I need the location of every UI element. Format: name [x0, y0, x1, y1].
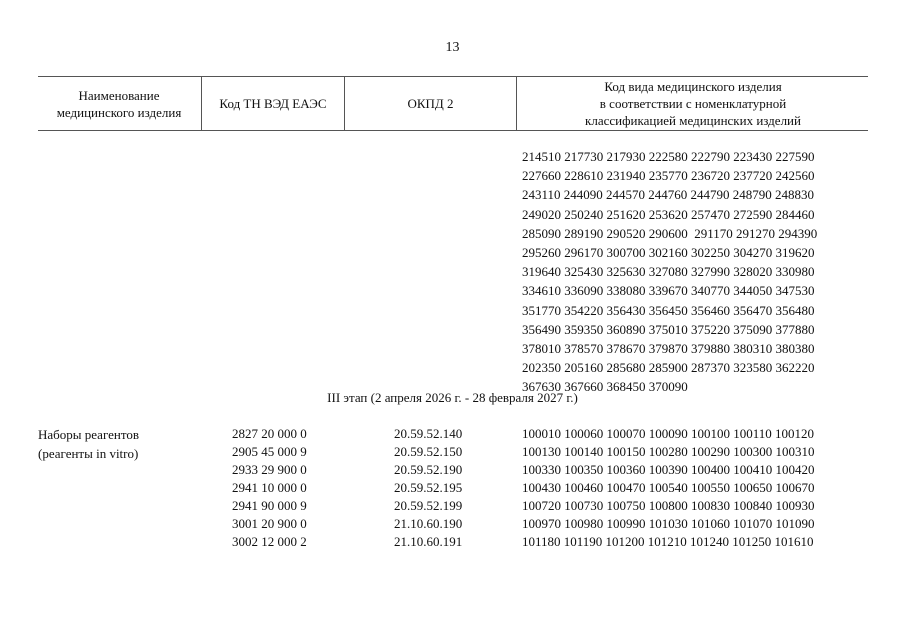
- code-line: 243110 244090 244570 244760 244790 248790 248830: [522, 187, 815, 203]
- header-device-kind-line: Код вида медицинского изделия: [604, 79, 782, 94]
- tnved-code: 2941 90 000 9: [232, 498, 307, 513]
- kind-code-line: 100330 100350 100360 100390 100400 100410 100420: [522, 462, 815, 477]
- okpd-code: 20.59.52.190: [394, 462, 463, 477]
- code-line: 227660 228610 231940 235770 236720 237720 242560: [522, 168, 815, 184]
- code-line: 351770 354220 356430 356450 356460 356470 356480: [522, 302, 815, 318]
- tnved-code: 2905 45 000 9: [232, 444, 307, 459]
- header-device-name-line: Наименование: [78, 87, 160, 103]
- tnved-code: 2827 20 000 0: [232, 426, 307, 441]
- header-device-kind-code: [516, 77, 869, 130]
- code-line: 202350 205160 285680 285900 287370 323580 362220: [522, 360, 815, 376]
- kind-code-line: 100970 100980 100990 101030 101060 101070 101090: [522, 516, 815, 531]
- page-number: 13: [445, 40, 460, 55]
- okpd-code: 21.10.60.191: [394, 534, 463, 549]
- code-line: 367630 367660 368450 370090: [522, 379, 688, 395]
- header-device-name: [38, 77, 200, 130]
- kind-code-line: 100010 100060 100070 100090 100100 100110 100120: [522, 426, 815, 441]
- reagents-device-name: [38, 425, 208, 463]
- code-line: 319640 325430 325630 327080 327990 328020 330980: [522, 264, 815, 280]
- okpd-code: 20.59.52.150: [394, 444, 463, 459]
- code-line: 378010 378570 378670 379870 379880 380310 380380: [522, 341, 815, 357]
- header-device-name-line: медицинского изделия: [56, 104, 182, 120]
- tnved-code: 3002 12 000 2: [232, 534, 307, 549]
- kind-code-line: 100430 100460 100470 100540 100550 100650 100670: [522, 480, 815, 495]
- code-line: 249020 250240 251620 253620 257470 272590 284460: [522, 206, 815, 222]
- okpd-code: 20.59.52.199: [394, 498, 463, 513]
- header-device-kind-line: классификацией медицинских изделий: [585, 113, 801, 128]
- continued-kind-codes: [522, 147, 872, 397]
- reagents-tnved-codes: [232, 425, 362, 551]
- okpd-code: 20.59.52.140: [394, 426, 463, 441]
- kind-code-line: 100130 100140 100150 100280 100290 100300 100310: [522, 444, 815, 459]
- kind-code-line: 100720 100730 100750 100800 100830 100840 100930: [522, 498, 815, 513]
- code-line: 214510 217730 217930 222580 222790 223430 227590: [522, 149, 815, 164]
- code-line: 295260 296170 300700 302160 302250 304270 319620: [522, 245, 815, 261]
- kind-code-line: 101180 101190 101200 101210 101240 101250 101610: [522, 534, 814, 549]
- tnved-code: 3001 20 900 0: [232, 516, 307, 531]
- tnved-code: 2933 29 900 0: [232, 462, 307, 477]
- stage-title: III этап (2 апреля 2026 г. - 28 февраля 2027 г.): [327, 390, 578, 405]
- table-header: [38, 76, 868, 131]
- header-okpd2: ОКПД 2: [344, 77, 516, 130]
- code-line: 285090 289190 290520 290600 291170 291270 294390: [522, 225, 818, 241]
- code-line: 334610 336090 338080 339670 340770 344050 347530: [522, 283, 815, 299]
- tnved-code: 2941 10 000 0: [232, 480, 307, 495]
- reagents-kind-codes: [522, 425, 872, 551]
- header-tnved-code: Код ТН ВЭД ЕАЭС: [201, 77, 344, 130]
- device-name-line: Наборы реагентов: [38, 427, 139, 442]
- code-line: 356490 359350 360890 375010 375220 375090 377880: [522, 321, 815, 337]
- reagents-okpd-codes: [394, 425, 514, 551]
- device-name-line: (реагенты in vitro): [38, 446, 139, 461]
- okpd-code: 21.10.60.190: [394, 516, 463, 531]
- header-device-kind-line: в соответствии с номенклатурной: [599, 96, 787, 111]
- okpd-code: 20.59.52.195: [394, 480, 463, 495]
